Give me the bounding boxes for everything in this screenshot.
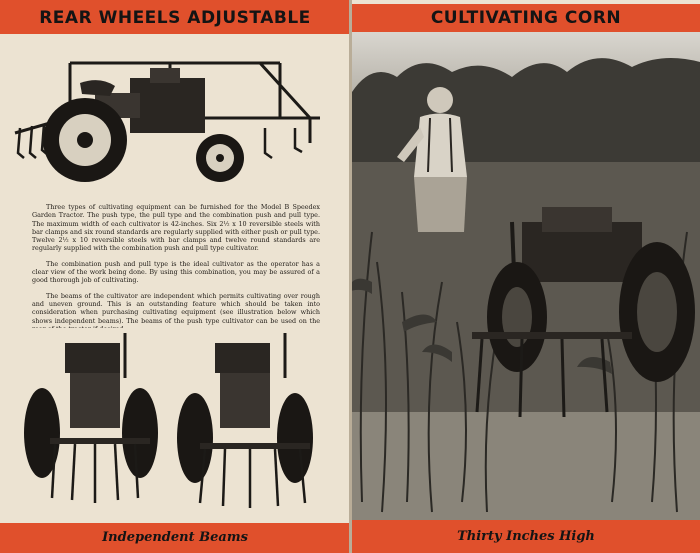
right-page-caption: Thirty Inches High	[352, 520, 700, 553]
cultivating-corn-photo	[352, 32, 700, 520]
description-text	[32, 203, 320, 340]
tractor-side-photo	[10, 48, 340, 188]
independent-beams-photo	[10, 328, 340, 518]
left-page-caption: Independent Beams	[0, 523, 350, 553]
right-page-title: CULTIVATING CORN	[352, 4, 700, 32]
right-page	[352, 0, 700, 553]
left-page-title: REAR WHEELS ADJUSTABLE	[0, 0, 350, 34]
paragraph: The combination push and pull type is the ideal cultivator as the operator has a clear view of the work being done. By using this combination, you may be assured of a good thorough job of cultivating.	[32, 259, 320, 285]
paragraph: The beams of the cultivator are independent which permits cultivating over rough and uneven ground. This is an outstanding feature which should be taken into consideration when purchasing cultivating equipment (see illustration below which shows independent beams). The beams of the push type cultivator can be used on the rear of the tractor if desired.	[32, 291, 320, 333]
paragraph: Three types of cultivating equipment can be furnished for the Model B Speedex Garden Tractor. The push type, the pull type and the combination push and pull type. The maximum width of each cultivator is 42-inches. Six 2½ x 10 reversible steels with bar clamps and six round standards are regularly supplied with either push or pull type. Twelve 2½ x 10 reversible steels with bar clamps and twelve round standards are regularly supplied with the combination push and pull type cultivator.	[32, 203, 320, 253]
